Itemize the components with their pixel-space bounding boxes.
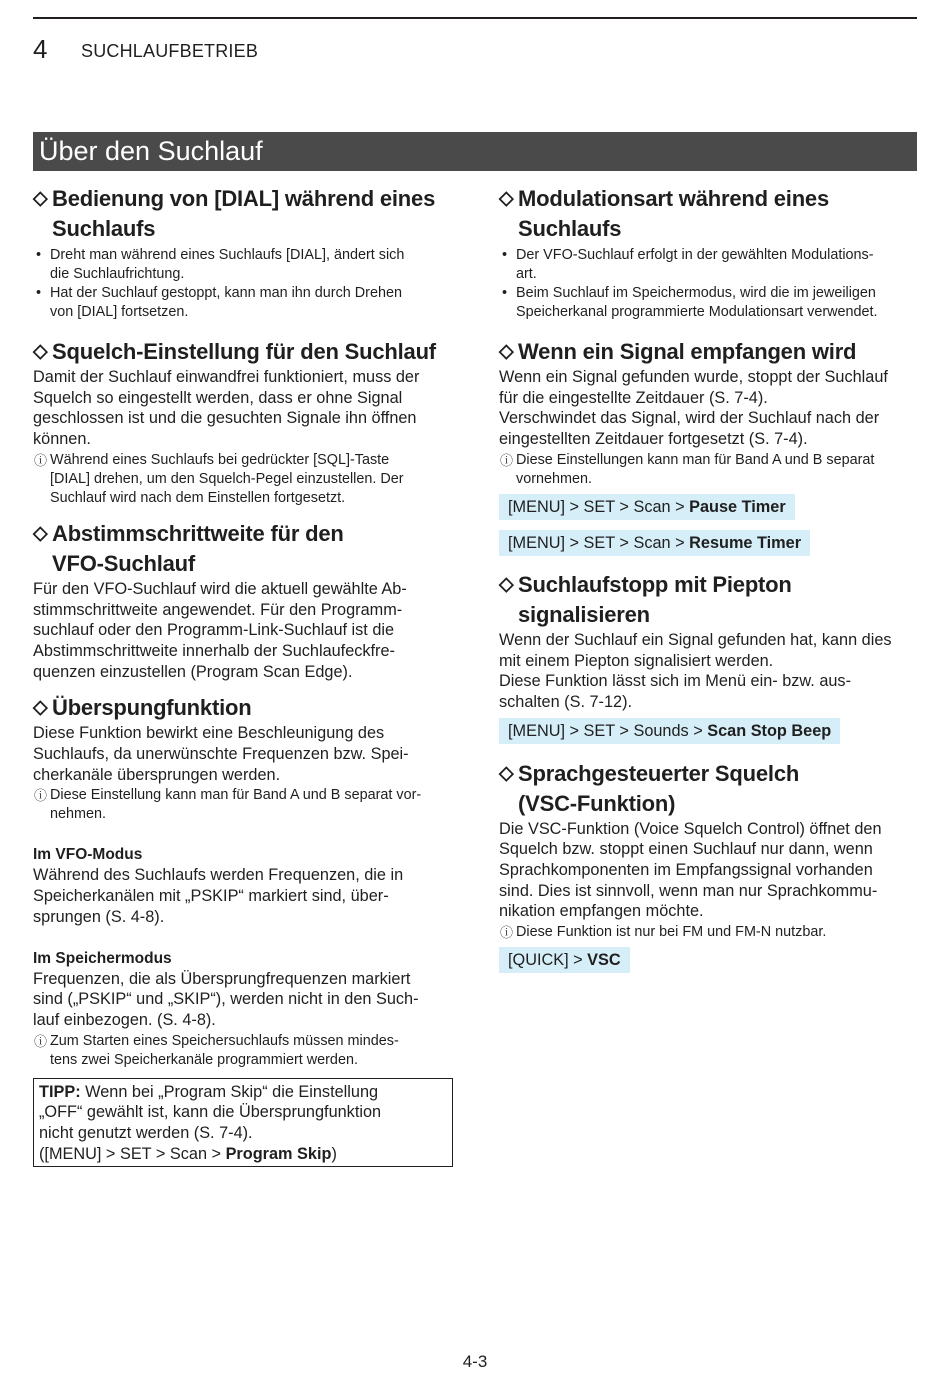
menu-path-item: Resume Timer bbox=[689, 533, 802, 552]
bullet-line: Hat der Suchlauf gestoppt, kann man ihn durch Drehen bbox=[50, 285, 402, 301]
heading-line: VFO-Suchlauf bbox=[52, 550, 196, 576]
paragraph bbox=[499, 819, 919, 923]
text-line: nikation empfangen möchte. bbox=[499, 902, 704, 921]
info-icon: ⓘ bbox=[500, 452, 514, 468]
bullet-line: Beim Suchlauf im Speichermodus, wird die im jeweiligen bbox=[516, 285, 876, 301]
section-heading bbox=[33, 693, 453, 723]
menu-path-item: Pause Timer bbox=[689, 497, 786, 516]
menu-path-vsc bbox=[499, 947, 630, 973]
text-line: schalten (S. 7-12). bbox=[499, 692, 633, 711]
text-line: Während des Suchlaufs werden Frequenzen, die in bbox=[33, 866, 404, 885]
section-heading bbox=[33, 519, 453, 579]
section-heading bbox=[33, 184, 453, 244]
tip-line: nicht genutzt werden (S. 7-4). bbox=[39, 1124, 253, 1143]
info-icon: ⓘ bbox=[34, 452, 48, 468]
text-line: Wenn der Suchlauf ein Signal gefunden hat, kann dies bbox=[499, 630, 892, 649]
info-note bbox=[499, 451, 919, 489]
menu-path-row bbox=[499, 494, 919, 520]
bullet-icon: • bbox=[36, 285, 42, 301]
text-line: Die VSC-Funktion (Voice Squelch Control) öffnet den bbox=[499, 819, 882, 838]
heading-line: Suchlaufs bbox=[518, 216, 622, 241]
text-line: Speicherkanälen mit „PSKIP“ markiert sind, über- bbox=[33, 887, 389, 906]
paragraph bbox=[33, 579, 453, 683]
diamond-icon: ◇ bbox=[499, 188, 514, 209]
text-line: sprungen (S. 4-8). bbox=[33, 907, 165, 926]
page-number: 4-3 bbox=[462, 1352, 488, 1371]
menu-path-text: [QUICK] > bbox=[508, 951, 588, 970]
text-line: sind. Dies ist sinnvoll, wenn man nur Sprachkommu- bbox=[499, 881, 878, 900]
tip-text: ) bbox=[331, 1144, 337, 1163]
heading-line: Sprachgesteuerter Squelch bbox=[518, 760, 800, 786]
chapter-title: SUCHLAUFBETRIEB bbox=[81, 41, 259, 61]
menu-path-item: Scan Stop Beep bbox=[707, 721, 832, 740]
info-icon: ⓘ bbox=[34, 1033, 48, 1049]
menu-path-row bbox=[499, 718, 919, 744]
paragraph bbox=[499, 630, 919, 713]
section-modulation bbox=[499, 184, 919, 322]
note-line: [DIAL] drehen, um den Squelch-Pegel einzustellen. Der bbox=[50, 470, 404, 487]
section-heading bbox=[499, 337, 919, 367]
bullet-item bbox=[499, 246, 919, 284]
heading-line: signalisieren bbox=[518, 601, 650, 627]
paragraph bbox=[33, 969, 453, 1031]
menu-path-item: VSC bbox=[587, 951, 621, 970]
text-line: für die eingestellte Zeitdauer (S. 7-4). bbox=[499, 388, 768, 407]
diamond-icon: ◇ bbox=[33, 341, 48, 362]
tip-menu-item: Program Skip bbox=[225, 1144, 332, 1163]
right-column bbox=[499, 184, 919, 973]
note-line: Diese Einstellung kann man für Band A und B separat vor- bbox=[50, 787, 422, 804]
heading-line: Überspungfunktion bbox=[52, 695, 252, 721]
text-line: Wenn ein Signal gefunden wurde, stoppt der Suchlauf bbox=[499, 368, 888, 386]
bullet-list bbox=[33, 246, 453, 322]
menu-path-scan-stop-beep bbox=[499, 718, 840, 744]
text-line: Diese Funktion lässt sich im Menü ein- bzw. aus- bbox=[499, 672, 851, 691]
text-line: mit einem Piepton signalisiert werden. bbox=[499, 651, 774, 670]
text-line: Verschwindet das Signal, wird der Suchlauf nach der bbox=[499, 409, 880, 428]
bullet-item bbox=[33, 284, 453, 322]
tip-line: „OFF“ gewählt ist, kann die Übersprungfunktion bbox=[39, 1103, 382, 1122]
section-vsc bbox=[499, 759, 919, 974]
info-note bbox=[33, 1032, 453, 1070]
note-line: Während eines Suchlaufs bei gedrückter [SQL]-Taste bbox=[50, 451, 390, 468]
text-line: eingestellten Zeitdauer fortgesetzt (S. 7-4). bbox=[499, 430, 808, 449]
bullet-icon: • bbox=[502, 285, 508, 301]
info-note bbox=[499, 923, 919, 942]
text-line: Frequenzen, die als Übersprungfrequenzen markiert bbox=[33, 969, 411, 988]
section-heading bbox=[499, 759, 919, 819]
menu-path-text: [MENU] > SET > Scan > bbox=[508, 533, 690, 552]
tip-line bbox=[39, 1082, 447, 1103]
note-line: nehmen. bbox=[50, 806, 107, 823]
heading-line: Modulationsart während eines bbox=[518, 186, 830, 211]
text-line: quenzen einzustellen (Program Scan Edge). bbox=[33, 662, 353, 681]
heading-line: (VSC-Funktion) bbox=[518, 790, 676, 816]
info-icon: ⓘ bbox=[500, 925, 514, 941]
text-line: Abstimmschrittweite innerhalb der Suchlaufeckfre- bbox=[33, 641, 395, 660]
bullet-item bbox=[499, 284, 919, 322]
heading-line: Squelch-Einstellung für den Suchlauf bbox=[52, 339, 436, 364]
text-line: sind („PSKIP“ und „SKIP“), werden nicht in den Such- bbox=[33, 990, 419, 1009]
text-line: Diese Funktion bewirkt eine Beschleunigung des bbox=[33, 724, 385, 743]
banner-title: Über den Suchlauf bbox=[39, 136, 263, 166]
menu-path-pause-timer bbox=[499, 494, 795, 520]
paragraph bbox=[33, 865, 453, 927]
note-line: Zum Starten eines Speichersuchlaufs müssen mindes- bbox=[50, 1032, 399, 1049]
bullet-line: Dreht man während eines Suchlaufs [DIAL], ändert sich bbox=[50, 247, 405, 263]
diamond-icon: ◇ bbox=[499, 573, 514, 595]
info-note bbox=[33, 786, 453, 824]
note-line: tens zwei Speicherkanäle programmiert werden. bbox=[50, 1051, 358, 1068]
header-rule bbox=[33, 17, 917, 19]
section-heading bbox=[499, 184, 919, 244]
bullet-icon: • bbox=[502, 247, 508, 263]
text-line: stimmschrittweite angewendet. Für den Programm- bbox=[33, 600, 403, 619]
subheading-vfo: Im VFO-Modus bbox=[33, 846, 143, 864]
text-line: Squelch bzw. stoppt einen Suchlauf nur dann, wenn bbox=[499, 840, 873, 859]
section-squelch bbox=[33, 337, 453, 508]
menu-path-text: [MENU] > SET > Scan > bbox=[508, 497, 690, 516]
left-column bbox=[33, 184, 453, 1167]
text-line: Suchlaufs, da unerwünschte Frequenzen bzw. Spei- bbox=[33, 745, 409, 764]
bullet-icon: • bbox=[36, 247, 42, 263]
section-dial bbox=[33, 184, 453, 322]
info-icon: ⓘ bbox=[34, 788, 48, 804]
heading-line: Wenn ein Signal empfangen wird bbox=[518, 339, 857, 364]
bullet-list bbox=[499, 246, 919, 322]
text-line: Squelch so eingestellt werden, dass er ohne Signal bbox=[33, 388, 403, 407]
text-line: cherkanäle übersprungen werden. bbox=[33, 765, 281, 784]
bullet-item bbox=[33, 246, 453, 284]
text-line: suchlauf oder den Programm-Link-Suchlauf ist die bbox=[33, 621, 395, 640]
tip-line bbox=[39, 1144, 447, 1165]
bullet-line: art. bbox=[516, 266, 537, 282]
heading-line: Suchlaufstopp mit Piepton bbox=[518, 571, 792, 597]
diamond-icon: ◇ bbox=[499, 762, 514, 784]
text-line: Sprachkomponenten im Empfangssignal vorhanden bbox=[499, 861, 873, 880]
paragraph bbox=[499, 367, 919, 450]
note-line: Diese Funktion ist nur bei FM und FM-N nutzbar. bbox=[516, 924, 827, 941]
note-line: vornehmen. bbox=[516, 470, 592, 487]
paragraph bbox=[33, 367, 453, 450]
text-line: können. bbox=[33, 430, 91, 449]
heading-line: Abstimmschrittweite für den bbox=[52, 520, 344, 546]
diamond-icon: ◇ bbox=[499, 341, 514, 362]
heading-line: Suchlaufs bbox=[52, 216, 156, 241]
section-heading bbox=[33, 337, 453, 367]
menu-path-row bbox=[499, 947, 919, 973]
tip-box bbox=[33, 1078, 453, 1168]
chapter-number: 4 bbox=[33, 34, 48, 64]
diamond-icon: ◇ bbox=[33, 697, 48, 719]
section-signal bbox=[499, 337, 919, 556]
note-line: Suchlauf wird nach dem Einstellen fortgesetzt. bbox=[50, 489, 346, 506]
menu-path-resume-timer bbox=[499, 530, 810, 556]
section-skip bbox=[33, 693, 453, 1069]
text-line: Für den VFO-Suchlauf wird die aktuell gewählte Ab- bbox=[33, 579, 407, 598]
tip-text: ([MENU] > SET > Scan > bbox=[39, 1144, 226, 1163]
section-beep bbox=[499, 570, 919, 744]
section-banner bbox=[33, 132, 917, 171]
bullet-line: Speicherkanal programmierte Modulationsart verwendet. bbox=[516, 304, 878, 320]
paragraph bbox=[33, 723, 453, 785]
menu-path-row bbox=[499, 530, 919, 556]
section-heading bbox=[499, 570, 919, 630]
diamond-icon: ◇ bbox=[33, 188, 48, 209]
diamond-icon: ◇ bbox=[33, 522, 48, 544]
bullet-line: Der VFO-Suchlauf erfolgt in der gewählten Modulations- bbox=[516, 247, 874, 263]
bullet-line: von [DIAL] fortsetzen. bbox=[50, 304, 189, 320]
tip-text: Wenn bei „Program Skip“ die Einstellung bbox=[80, 1082, 379, 1101]
bullet-line: die Suchlaufrichtung. bbox=[50, 266, 185, 282]
text-line: Damit der Suchlauf einwandfrei funktioniert, muss der bbox=[33, 368, 420, 386]
info-note bbox=[33, 451, 453, 508]
tip-label: TIPP: bbox=[39, 1082, 81, 1101]
section-step bbox=[33, 519, 453, 683]
subheading-memory: Im Speichermodus bbox=[33, 949, 172, 967]
menu-path-text: [MENU] > SET > Sounds > bbox=[508, 721, 708, 740]
note-line: Diese Einstellungen kann man für Band A und B separat bbox=[516, 451, 875, 468]
text-line: lauf einbezogen. (S. 4-8). bbox=[33, 1010, 216, 1029]
heading-line: Bedienung von [DIAL] während eines bbox=[52, 186, 436, 211]
text-line: geschlossen ist und die gesuchten Signale ihn öffnen bbox=[33, 409, 417, 428]
